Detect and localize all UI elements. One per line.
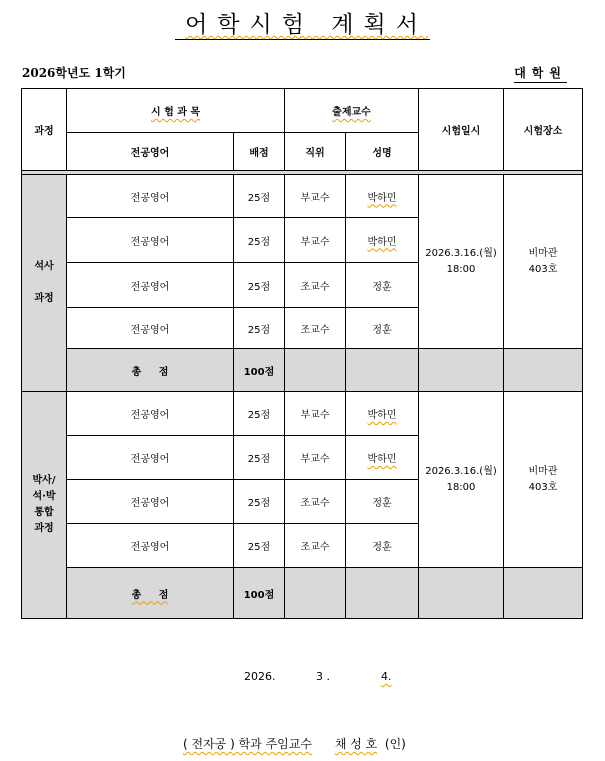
department-professor: ( 전자공 ) 학과 주임교수: [183, 737, 312, 751]
exam-datetime: 2026.3.16.(월) 18:00: [419, 175, 504, 349]
program-doctoral: 박사/ 석·박 통합 과정: [22, 392, 67, 619]
cell-name: 박하민: [346, 218, 419, 263]
cell-points: 25점: [234, 218, 285, 263]
cell-position: 조교수: [285, 263, 346, 308]
total-label: 총 점: [67, 568, 234, 619]
cell-name: 정훈: [346, 524, 419, 568]
cell-position: 조교수: [285, 524, 346, 568]
header-program: 과정: [22, 89, 67, 171]
program-masters: 석사 과정: [22, 175, 67, 392]
cell-subject: 전공영어: [67, 480, 234, 524]
total-label: 총 점: [67, 349, 234, 392]
cell-subject: 전공영어: [67, 308, 234, 349]
cell-points: 25점: [234, 263, 285, 308]
empty-cell: [419, 568, 504, 619]
cell-points: 25점: [234, 175, 285, 218]
cell-subject: 전공영어: [67, 218, 234, 263]
header-exam-subject: 시 험 과 목: [67, 89, 285, 133]
empty-cell: [346, 568, 419, 619]
exam-plan-table: [21, 88, 583, 619]
cell-subject: 전공영어: [67, 392, 234, 436]
header-examiner: 출제교수: [285, 89, 419, 133]
cell-subject: 전공영어: [67, 263, 234, 308]
document-title: 어학시험 계획서: [0, 6, 605, 39]
date-day: 4.: [381, 670, 392, 683]
empty-cell: [504, 568, 583, 619]
cell-position: 부교수: [285, 175, 346, 218]
professor-name: 채 성 호: [334, 737, 378, 751]
date-month: 3 .: [316, 670, 330, 683]
cell-position: 조교수: [285, 308, 346, 349]
total-points: 100점: [234, 349, 285, 392]
cell-name: 정훈: [346, 263, 419, 308]
cell-subject: 전공영어: [67, 175, 234, 218]
cell-position: 조교수: [285, 480, 346, 524]
empty-cell: [419, 349, 504, 392]
header-subject: 전공영어: [67, 133, 234, 171]
total-points: 100점: [234, 568, 285, 619]
exam-place: 비마관 403호: [504, 175, 583, 349]
year-semester: 2026학년도 1학기: [22, 66, 126, 80]
cell-name: 박하민: [346, 392, 419, 436]
cell-points: 25점: [234, 436, 285, 480]
exam-place: 비마관 403호: [504, 392, 583, 568]
cell-name: 정훈: [346, 308, 419, 349]
cell-points: 25점: [234, 524, 285, 568]
cell-points: 25점: [234, 480, 285, 524]
header-exam-place: 시험장소: [504, 89, 583, 171]
seal-mark: (인): [384, 737, 406, 751]
header-position: 직위: [285, 133, 346, 171]
header-exam-datetime: 시험일시: [419, 89, 504, 171]
empty-cell: [285, 349, 346, 392]
cell-name: 박하민: [346, 436, 419, 480]
graduate-school-label: 대학원: [514, 64, 567, 83]
cell-points: 25점: [234, 392, 285, 436]
cell-position: 부교수: [285, 436, 346, 480]
empty-cell: [285, 568, 346, 619]
empty-cell: [346, 349, 419, 392]
empty-cell: [504, 349, 583, 392]
cell-position: 부교수: [285, 218, 346, 263]
cell-subject: 전공영어: [67, 436, 234, 480]
cell-position: 부교수: [285, 392, 346, 436]
header-name: 성명: [346, 133, 419, 171]
header-points: 배점: [234, 133, 285, 171]
exam-datetime: 2026.3.16.(월) 18:00: [419, 392, 504, 568]
cell-name: 정훈: [346, 480, 419, 524]
cell-subject: 전공영어: [67, 524, 234, 568]
cell-name: 박하민: [346, 175, 419, 218]
date-year: 2026.: [244, 670, 276, 683]
cell-points: 25점: [234, 308, 285, 349]
signature-line: [183, 735, 406, 752]
